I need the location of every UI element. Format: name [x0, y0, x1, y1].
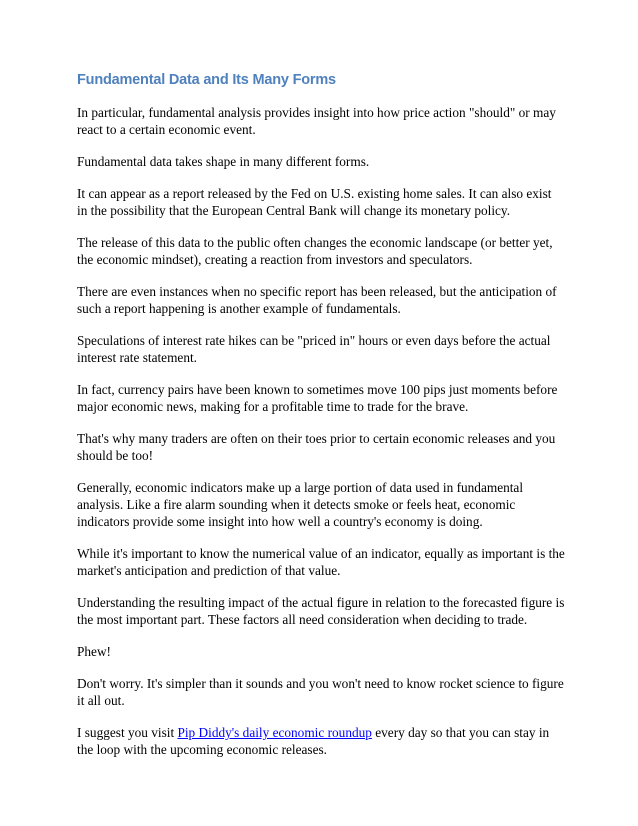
paragraph-3: It can appear as a report released by the Fed on U.S. existing home sales. It can also exist in the possibility that the European Central Bank will change its monetary policy. — [77, 186, 552, 218]
pip-diddy-roundup-link[interactable]: Pip Diddy's daily economic roundup — [177, 725, 372, 740]
paragraph-12: Phew! — [77, 644, 111, 659]
final-text-before: I suggest you visit — [77, 725, 178, 740]
paragraph-8: That's why many traders are often on their toes prior to certain economic releases and you should be too! — [77, 431, 556, 463]
paragraph-final — [77, 724, 565, 758]
paragraph-5: There are even instances when no specific report has been released, but the anticipation of such a report happening is another example of fundamentals. — [77, 284, 557, 316]
paragraph-13: Don't worry. It's simpler than it sounds and you won't need to know rocket science to figure it all out. — [77, 676, 564, 708]
paragraph-2: Fundamental data takes shape in many different forms. — [77, 154, 370, 169]
paragraph-9: Generally, economic indicators make up a large portion of data used in fundamental analysis. Like a fire alarm sounding when it detects smoke or feels heat, economic indicators provide some insight into how well a country's economy is doing. — [77, 480, 524, 529]
document-heading: Fundamental Data and Its Many Forms — [77, 72, 336, 88]
paragraph-7: In fact, currency pairs have been known to sometimes move 100 pips just moments before major economic news, making for a profitable time to trade for the brave. — [77, 382, 558, 414]
paragraph-1: In particular, fundamental analysis provides insight into how price action "should" or may react to a certain economic event. — [77, 105, 556, 137]
paragraph-11: Understanding the resulting impact of the actual figure in relation to the forecasted figure is the most important part. These factors all need consideration when deciding to trade. — [77, 595, 565, 627]
final-text-after: every day so that you can stay in the loop with the upcoming economic releases. — [77, 725, 550, 757]
paragraph-4: The release of this data to the public often changes the economic landscape (or better yet, the economic mindset), creating a reaction from investors and speculators. — [77, 235, 553, 267]
document-page — [77, 70, 565, 773]
paragraph-10: While it's important to know the numerical value of an indicator, equally as important is the market's anticipation and prediction of that value. — [77, 546, 565, 578]
paragraph-6: Speculations of interest rate hikes can be "priced in" hours or even days before the actual interest rate statement. — [77, 333, 551, 365]
